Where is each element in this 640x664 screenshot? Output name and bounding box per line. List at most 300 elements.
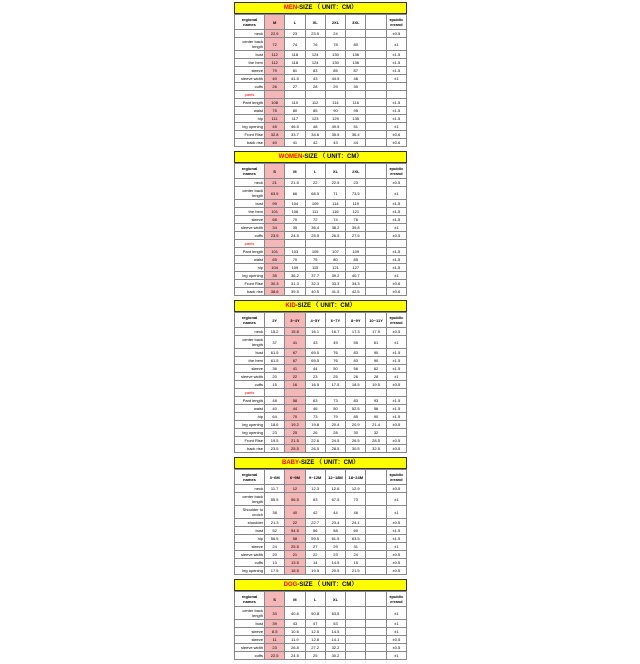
tolerance-header: ±public errand (386, 313, 406, 328)
section-title (234, 2, 407, 14)
measurement-value: 35.5 (325, 131, 345, 139)
tolerance-value: ±0.6 (386, 280, 406, 288)
size-header: XL (325, 164, 345, 179)
measurement-value: 47 (305, 620, 325, 628)
measurement-value: 68.5 (305, 187, 325, 200)
table-row (235, 413, 407, 421)
measurement-value: 42 (305, 139, 325, 147)
measurement-name: bust (235, 200, 265, 208)
table-row (235, 421, 407, 429)
measurement-value (366, 652, 386, 660)
tolerance-value: ±0.5 (386, 559, 406, 567)
tolerance-value: ±0.5 (386, 421, 406, 429)
measurement-value: 26.5 (305, 445, 325, 453)
table-header-row (235, 592, 407, 607)
measurement-value (366, 67, 386, 75)
measurement-value (366, 59, 386, 67)
measurement-value: 25.5 (285, 445, 305, 453)
measurement-value: 41 (285, 365, 305, 373)
measurement-value: 19.5 (265, 437, 285, 445)
measurement-value: 16.1 (305, 328, 325, 336)
measurement-value: 46 (346, 75, 366, 83)
measurement-name: leg opening (235, 567, 265, 575)
measurement-value (366, 208, 386, 216)
measurement-value: 109 (305, 200, 325, 208)
measurement-value (346, 628, 366, 636)
empty-cell (386, 91, 406, 99)
measurement-name: bust (235, 51, 265, 59)
measurement-value (366, 288, 386, 296)
measurement-value: 56.5 (265, 535, 285, 543)
measurement-value: 49 (325, 336, 345, 349)
measurement-value: 24.5 (285, 652, 305, 660)
measurement-value: 112 (265, 59, 285, 67)
tolerance-value: ±1 (386, 336, 406, 349)
measurement-value: 85 (325, 67, 345, 75)
measurement-value: 70 (285, 413, 305, 421)
measurement-value: 121 (325, 264, 345, 272)
tolerance-value: ±0.5 (386, 644, 406, 652)
tolerance-value: ±1.5 (386, 107, 406, 115)
table-row (235, 139, 407, 147)
table-row (235, 349, 407, 357)
measurement-value (366, 620, 386, 628)
measurement-value: 23.4 (325, 519, 345, 527)
table-row (235, 506, 407, 519)
measurement-value: 56 (366, 405, 386, 413)
measurement-value (366, 123, 386, 131)
measurement-value: 130 (325, 59, 345, 67)
measurement-value: 13 (265, 559, 285, 567)
section-title (234, 457, 407, 469)
measurement-value (366, 131, 386, 139)
measurement-value: 25 (285, 429, 305, 437)
measurement-value: 61.5 (265, 357, 285, 365)
table-row (235, 115, 407, 123)
measurement-value (366, 256, 386, 264)
measurement-value: 46 (346, 506, 366, 519)
measurement-value: 29 (325, 543, 345, 551)
empty-cell (265, 240, 285, 248)
size-header: 18~24M (346, 470, 366, 485)
size-section-baby (234, 457, 407, 575)
measurement-value: 74 (285, 38, 305, 51)
measurement-value: 21.5 (346, 567, 366, 575)
measurement-value (366, 551, 386, 559)
measurement-name: sleeve width (235, 644, 265, 652)
measurement-value: 62 (366, 365, 386, 373)
measurement-value: 83 (346, 357, 366, 365)
measurement-value: 20.4 (325, 421, 345, 429)
measurement-value: 23 (325, 551, 345, 559)
size-section-women (234, 151, 407, 296)
measurement-value: 39.2 (325, 272, 345, 280)
measurement-value: 109 (346, 248, 366, 256)
measurement-value: 71 (325, 187, 345, 200)
measurement-name: cuffs (235, 232, 265, 240)
tolerance-value: ±0.5 (386, 485, 406, 493)
measurement-name: center back length (235, 38, 265, 51)
measurement-value: 23 (305, 373, 325, 381)
measurement-value: 55.5 (265, 493, 285, 506)
measurement-value (366, 506, 386, 519)
subheading-row (235, 389, 407, 397)
measurement-value: 38.6 (265, 288, 285, 296)
tolerance-value: ±1.5 (386, 413, 406, 421)
table-row (235, 535, 407, 543)
measurement-name: waist (235, 256, 265, 264)
tolerance-value: ±0.5 (386, 437, 406, 445)
measurement-value (346, 30, 366, 38)
measurement-value: 32.8 (265, 131, 285, 139)
measurement-value: 22.5 (325, 179, 345, 187)
measurement-value: 37.7 (305, 272, 325, 280)
measurement-value: 70 (285, 216, 305, 224)
size-header (366, 470, 386, 485)
size-header: 3~4Y (285, 313, 305, 328)
measurement-value (366, 179, 386, 187)
measurement-value: 104 (265, 264, 285, 272)
measurement-value: 22 (285, 373, 305, 381)
measurement-value: 129 (325, 115, 345, 123)
table-row (235, 527, 407, 535)
measurement-value: 23 (346, 179, 366, 187)
tolerance-value: ±1 (386, 373, 406, 381)
table-row (235, 179, 407, 187)
size-header: 2XL (325, 15, 345, 30)
measurement-value: 111 (265, 115, 285, 123)
measurement-value: 81 (285, 67, 305, 75)
section-category: KID (285, 303, 296, 309)
tolerance-value: ±1 (386, 652, 406, 660)
measurement-value: 61.5 (325, 535, 345, 543)
measurement-name: sleeve (235, 628, 265, 636)
measurement-value: 26 (265, 83, 285, 91)
measurement-value: 119 (346, 200, 366, 208)
measurement-value: 24.5 (285, 232, 305, 240)
measurement-value: 23.5 (305, 30, 325, 38)
measurement-value: 103 (285, 248, 305, 256)
measurement-value: 87 (346, 67, 366, 75)
measurement-value: 34.3 (346, 280, 366, 288)
empty-cell (285, 240, 305, 248)
measurement-value: 27 (285, 83, 305, 91)
tolerance-value: ±1 (386, 224, 406, 232)
measurement-name: Pant length (235, 248, 265, 256)
measurement-value: 23 (285, 30, 305, 38)
size-header: 3XL (346, 15, 366, 30)
measurement-name: sleeve (235, 543, 265, 551)
tolerance-value: ±1 (386, 187, 406, 200)
size-header: XL (305, 15, 325, 30)
tolerance-value: ±1.5 (386, 216, 406, 224)
empty-cell (305, 91, 325, 99)
measurement-value: 112 (305, 99, 325, 107)
measurement-value: 66 (285, 187, 305, 200)
measurement-name: sleeve width (235, 373, 265, 381)
measurement-value: 17.3 (346, 328, 366, 336)
measurement-value: 123 (305, 115, 325, 123)
measurement-value: 21 (265, 179, 285, 187)
measurement-name: shoulder (235, 519, 265, 527)
measurement-name: sleeve (235, 636, 265, 644)
measurement-value: 93 (366, 397, 386, 405)
measurement-value: 36 (265, 365, 285, 373)
measurement-value: 41 (285, 336, 305, 349)
size-header: M (285, 164, 305, 179)
measurement-value: 30.2 (325, 652, 345, 660)
measurement-value (366, 99, 386, 107)
tolerance-value: ±0.5 (386, 328, 406, 336)
empty-cell (265, 389, 285, 397)
table-row (235, 83, 407, 91)
section-title-suffix: -SIZE （ UNIT：CM） (295, 303, 356, 309)
pants-subheading: pants (235, 240, 265, 248)
measurement-value: 36.4 (305, 224, 325, 232)
table-row (235, 216, 407, 224)
size-header: M (265, 15, 285, 30)
measurement-value: 49.5 (325, 123, 345, 131)
measurement-value: 30 (346, 429, 366, 437)
measurement-value: 34 (265, 224, 285, 232)
tolerance-value: ±1.5 (386, 248, 406, 256)
measurement-value: 11 (265, 636, 285, 644)
measurement-value: 39 (265, 620, 285, 628)
measurement-value: 101 (265, 208, 285, 216)
measurement-value (366, 264, 386, 272)
measurement-value: 95 (346, 107, 366, 115)
measurement-value: 29 (325, 83, 345, 91)
measurement-name: neck (235, 485, 265, 493)
table-row (235, 620, 407, 628)
measurement-value: 54.5 (285, 527, 305, 535)
size-header (366, 164, 386, 179)
table-row (235, 405, 407, 413)
empty-cell (366, 240, 386, 248)
measurement-value: 40 (285, 506, 305, 519)
measurement-value: 63.5 (325, 607, 345, 620)
measurement-value: 130 (325, 51, 345, 59)
measurement-value: 69.5 (305, 349, 325, 357)
measurement-value: 22 (285, 519, 305, 527)
measurement-value: 75 (305, 256, 325, 264)
measurement-value: 26.8 (285, 644, 305, 652)
measurement-value: 61 (366, 336, 386, 349)
measurement-value: 27 (305, 543, 325, 551)
empty-cell (346, 91, 366, 99)
measurement-value: 80 (325, 256, 345, 264)
size-header: 12~18M (325, 470, 345, 485)
empty-cell (366, 91, 386, 99)
measurement-value: 104 (285, 200, 305, 208)
measurement-value: 48 (265, 397, 285, 405)
measurement-name: leg opening (235, 272, 265, 280)
table-row (235, 551, 407, 559)
measurement-name: sleeve width (235, 551, 265, 559)
measurement-value: 73 (325, 397, 345, 405)
size-header: 2Y (265, 313, 285, 328)
measurement-name: hip (235, 535, 265, 543)
measurement-value: 15 (346, 559, 366, 567)
measurement-value: 21.3 (265, 519, 285, 527)
tolerance-value: ±0.6 (386, 288, 406, 296)
measurement-value: 22.5 (265, 30, 285, 38)
pants-subheading: pants (235, 389, 265, 397)
measurement-value: 52.5 (346, 405, 366, 413)
measurement-value: 33 (265, 607, 285, 620)
measurement-name: Pant length (235, 99, 265, 107)
measurement-value: 44 (285, 405, 305, 413)
table-row (235, 644, 407, 652)
measurement-value: 40.5 (305, 288, 325, 296)
measurement-value: 25 (305, 652, 325, 660)
size-header: M (285, 592, 305, 607)
measurement-value: 68 (265, 216, 285, 224)
measurement-name: Shoulder to crotch (235, 506, 265, 519)
empty-cell (325, 389, 345, 397)
measurement-value: 20 (265, 551, 285, 559)
measurement-name: the hem (235, 208, 265, 216)
size-section-dog (234, 579, 407, 660)
measurement-value: 34.6 (305, 131, 325, 139)
size-header (346, 592, 366, 607)
measurement-value: 11.9 (285, 636, 305, 644)
measurement-value: 118 (285, 51, 305, 59)
table-row (235, 232, 407, 240)
size-table (234, 163, 407, 296)
measurement-name: hip (235, 115, 265, 123)
measurement-value: 24 (346, 551, 366, 559)
measurement-name: back rise (235, 139, 265, 147)
measurement-value: 40 (265, 405, 285, 413)
measurement-value: 43 (305, 75, 325, 83)
measurement-value: 43 (285, 620, 305, 628)
size-section-men (234, 2, 407, 147)
measurement-value: 65 (265, 256, 285, 264)
table-row (235, 256, 407, 264)
tolerance-header: ±public errand (386, 15, 406, 30)
measurement-value: 73.5 (346, 187, 366, 200)
measurement-value: 17.9 (366, 328, 386, 336)
measurement-name: center back length (235, 336, 265, 349)
tolerance-value: ±1.5 (386, 535, 406, 543)
measurement-value: 38 (265, 506, 285, 519)
empty-cell (325, 91, 345, 99)
measurement-value: 21.4 (366, 421, 386, 429)
measurement-value: 116 (346, 99, 366, 107)
size-header (366, 592, 386, 607)
measurement-value (366, 115, 386, 123)
tolerance-value: ±0.5 (386, 381, 406, 389)
measurement-value: 44.5 (325, 75, 345, 83)
measurement-value (366, 485, 386, 493)
tolerance-value: ±1.5 (386, 357, 406, 365)
size-header: S (265, 164, 285, 179)
empty-cell (325, 240, 345, 248)
measurement-value (366, 607, 386, 620)
measurement-value: 14.5 (325, 559, 345, 567)
measurement-value: 19.5 (305, 567, 325, 575)
measurement-name: back rise (235, 288, 265, 296)
measurement-value: 33.7 (285, 131, 305, 139)
measurement-value: 25.5 (285, 543, 305, 551)
measurement-value: 12.8 (305, 636, 325, 644)
size-header: 3~6M (265, 470, 285, 485)
measurement-value: 26 (346, 373, 366, 381)
measurement-value: 76 (325, 349, 345, 357)
measurement-value: 23.5 (265, 445, 285, 453)
table-row (235, 51, 407, 59)
measurement-value (366, 30, 386, 38)
table-row (235, 131, 407, 139)
measurement-value: 17.5 (265, 567, 285, 575)
measurement-value: 90 (325, 107, 345, 115)
measurement-value: 32.3 (305, 280, 325, 288)
measurement-name: waist (235, 107, 265, 115)
measurement-value: 75 (265, 107, 285, 115)
measurement-value: 69.5 (305, 357, 325, 365)
measurement-value: 12.9 (346, 485, 366, 493)
tolerance-value: ±1.5 (386, 365, 406, 373)
measurement-value: 21.5 (285, 179, 305, 187)
measurement-name: waist (235, 405, 265, 413)
measurement-value: 83 (305, 67, 325, 75)
measurement-name: cuffs (235, 652, 265, 660)
measurement-value (366, 216, 386, 224)
tolerance-value: ±1.5 (386, 405, 406, 413)
measurement-value: 48 (305, 123, 325, 131)
empty-cell (285, 91, 305, 99)
tolerance-value: ±1.5 (386, 115, 406, 123)
tolerance-value: ±0.5 (386, 232, 406, 240)
section-title (234, 579, 407, 591)
measurement-value: 63 (305, 397, 325, 405)
measurement-value: 63.5 (346, 535, 366, 543)
measurement-value: 79 (325, 413, 345, 421)
table-row (235, 67, 407, 75)
measurement-value: 67.5 (325, 493, 345, 506)
measurement-value (366, 51, 386, 59)
table-row (235, 123, 407, 131)
measurement-value: 21.5 (285, 437, 305, 445)
measurement-value: 109 (285, 264, 305, 272)
measurement-value: 15.2 (265, 328, 285, 336)
table-row (235, 652, 407, 660)
empty-cell (265, 91, 285, 99)
tolerance-value: ±1 (386, 628, 406, 636)
tolerance-value: ±1.5 (386, 264, 406, 272)
measurement-value: 23 (265, 644, 285, 652)
measurement-name: the hem (235, 59, 265, 67)
measurement-value (366, 527, 386, 535)
section-category: BABY (281, 460, 299, 466)
measurement-value (366, 83, 386, 91)
measurement-value: 25 (325, 373, 345, 381)
table-row (235, 224, 407, 232)
pants-subheading: pants (235, 91, 265, 99)
size-table (234, 591, 407, 660)
measurement-value: 40.6 (285, 607, 305, 620)
section-category: WOMEN (278, 154, 303, 160)
measurement-value: 56 (305, 527, 325, 535)
measurement-value: 42.5 (346, 288, 366, 296)
table-row (235, 200, 407, 208)
table-row (235, 445, 407, 453)
table-row (235, 397, 407, 405)
regional-names-header: regional names (235, 592, 265, 607)
measurement-value: 22.7 (305, 519, 325, 527)
measurement-value: 61.5 (265, 349, 285, 357)
